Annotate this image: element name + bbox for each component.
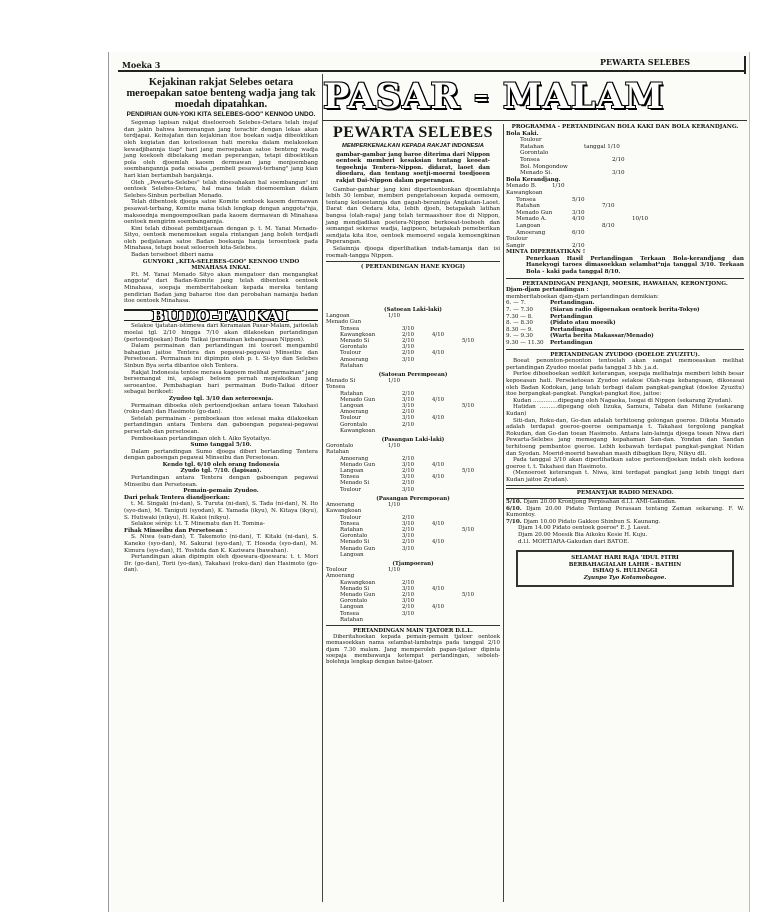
time-slot: 8. — 8.30 [506, 320, 533, 327]
team-name: Sangir [506, 242, 525, 249]
bracket-row: Menado Si 2/10 [340, 480, 415, 487]
bola-kerandjang-heading: Bola Kerandjang. [506, 176, 561, 183]
team-name: Ratahan [520, 143, 544, 150]
match-date: 4/10 [572, 216, 585, 223]
bracket-row: Amoerang 3/10 [340, 356, 415, 363]
radio-program: Djam 14.00 Pidato oentoek goeroe² E. J. Lasut. [518, 525, 651, 532]
paragraph: Selainnja djoega diperlihatkan indah-tamanja dan isi roemah-tangga Nippon. [326, 245, 500, 259]
radio-program: Djam 20.00 Pidato Tentang Perasaan tentang Zaman sekarang. F. W. Kumontoy. [506, 505, 745, 519]
greeting-line: ISHAQ S. HULINGGI [592, 568, 658, 575]
greeting-line: BERBAHAGIALAH LAHIR - BATHIN [568, 561, 682, 568]
bracket-heading: (Tjampoeran) [392, 560, 434, 567]
schedule-line: Zyudoo tgl. 3/10 dan seteroesnja. [168, 395, 274, 402]
bracket-row: Toulour 2/10 [340, 514, 415, 521]
team-name: Ratahan [516, 203, 540, 210]
match-date: 5/10 [572, 196, 585, 203]
bracket-row: Menado Gun 3/10 [340, 545, 415, 552]
time-slot: 7. — 7.30 [506, 307, 533, 314]
radio-program: Djam 10.00 Pidato Gakkoo Shinbun S. Kaunang. [523, 518, 661, 525]
masthead-separator: = [473, 87, 490, 109]
time-slot: 7.30 — 8. [506, 313, 533, 320]
match-date: 2/10 [612, 156, 625, 163]
paragraph: Setelah permainan - pemboekaan itoe selesai maka dilakoekan pertandingan antara Tentera dan gaboengan pegawai-pegawai persertah-dan persetoean. [124, 415, 318, 435]
bracket-row: Ratahan [326, 449, 349, 456]
section-rule [506, 349, 744, 350]
radio-program: Djam 20.00 Krontjong Perpisahan d.l.l. AMI-Gakudan. [523, 499, 677, 506]
team-name: Toulour [520, 137, 542, 144]
header-rule [118, 70, 746, 72]
paragraph: Penerkaan Hasil Pertandingan Terkaan Bola-kerandjang dan Hanekyogi taroes dimasoekkan selambat²nja tanggal 3/10. Terkaan Bola - kaki pada tanggal 8/10. [526, 255, 744, 276]
bracket-heading: (Satoean Laki-laki) [384, 307, 442, 313]
paragraph: Gambar-gambar jang kini dipertoentonkan djoemlahnja lebih 30 lembar, memberi pengetahoean kepada oemoem, tentang keloeetannja dan gagah-beraninja Angkatan-Laoet. Darat dan Oedara kita, lebih djoeh, betapakah latihan bangsa (olah-raga) jang telah termaashoer itoe di Nippon, jang mendjadikan poetera-Nippon berkoeat-toeboeh dan semangat sekeras wadja, lagipoen, betapakah pemeberikan sendjata kita itoe, oentoek memoerel segala kemoengkinan Peperangan. [326, 186, 500, 246]
paragraph: Kudan ..............dipegang oleh Nagaoka, Isogai di Nippon (sekarang Zyudan). [513, 397, 733, 404]
minta-diperhatikan: MINTA DIPERHATIKAN ! [506, 249, 586, 256]
paragraph: Pertandingan antara Tentera dengan gaboengan pegawai Minseibu dan Persetoean. [124, 475, 318, 488]
bracket-heading: (Satoean Perempoean) [378, 372, 448, 379]
match-date: 3/10 [612, 170, 625, 177]
page-number: Moeka 3 [122, 60, 161, 70]
bracket-row: Menado Si 2/10 5/10 [340, 338, 475, 345]
paragraph: P.t. M. Yanai Menado Sityo akan mengatoer dan mengangkat anggota² dari Badan-Komite jang telah dibentoek oentoek Minahasa, soepaja memberitahoekan kepada mereka tentang pendirian Badan jang baharoe itoe dan perobahan namanja badan itoe oentoek Minahasa. [124, 271, 318, 305]
schedule-line: Kendo tgl. 6/10 oleh orang Indonesia [162, 461, 280, 468]
paragraph: Badan terseboet diberi nama [131, 252, 214, 259]
paragraph: Siti-dan, Roku-dan, Go-dan adalah terhitoeng golongan goeroe. Dikota Menado adalah terdapat goeroe-goeroe oempamanja t. Takahasi tergolong pangkat Rokudan, dan Go-dan toean Hasimoto. Antara lain-lainnja djoega toean Niwa dari Pewarta-Selebes jang memegang kepahaman San-dan. Yondan dan Sandan terhitoeng pembantoe goeroe. Lebih kebawah terdapat pangkat-pangkat Nidan dan Syodan. Moerid-moerid bawahan masih dibagikan Ikyu, Nikyu dll. [506, 417, 744, 457]
radio-date: 5/10. [506, 499, 522, 506]
tjatoer-title: PERTANDINGAN MAIN TJATOER D.L.L. [353, 627, 473, 634]
pasar-malam-masthead [323, 76, 747, 118]
paragraph: Oleh „Pewarta-Selebes" telah dioesahakan hal soembangan² ini oentoek Selebes-Oetara, hal mana telah dioemoemkan dalam Selebes-Sinbun perbelian Menado. [124, 179, 318, 199]
bracket-row: Kawangkoan 2/10 [340, 579, 415, 586]
paragraph: Dalam permainan dan pertandingan ini toeroet mengambil bahagian jaitoe Tentera dan pegawai-pegawai Minseibu dan Persetoean. Permainan ini dipimpin oleh p. t. Si-tyo dan Selebes Sinbun Bya serta dibantoe oleh Tentera. [124, 343, 318, 369]
bracket-row: Menado Si 3/10 4/10 [340, 585, 445, 592]
section-rule [506, 485, 744, 486]
match-date: 3/10 [572, 209, 585, 216]
bracket-row: Gorontalo 3/10 [340, 598, 415, 605]
penjanji-subheading: Djam-djam pertandingan : [506, 287, 589, 294]
bracket-row: Amoerang 1/10 [326, 502, 401, 509]
schedule-line: Pemain-pemain Zyudoo. [183, 488, 259, 495]
bola-programma-title: PROGRAMMA - PERTANDINGAN BOLA KAKI DAN BOLA KERANDJANG. [511, 124, 739, 130]
masthead-word-pasar: PASAR [323, 76, 461, 117]
team-name: Tonsea [520, 156, 540, 163]
greeting-line: SELAMAT HARI RAJA 'IDUL FITRI [571, 555, 679, 562]
team-name: Bol. Mongondow [520, 163, 568, 170]
match-date: 6/10 [572, 229, 585, 236]
team-name: Toulour [506, 236, 528, 243]
team-name: Langoan [516, 222, 541, 229]
event: (Warta berita Makassar/Menado) [550, 333, 654, 340]
bracket-row: Kawangkoan [340, 427, 376, 434]
paragraph: Diberitahoekan kepada pemain-pemain tjatoer oentoek memasoekkan nama selambat-lambatnja pada tanggal 2/10 djam 7.30 malam. Jang memperoleh papan-tjatoer dipinta soepaja membawanja ketempat pertandingan, seboleh-bolehnja lengkap dengan batoe-tjatoer. [326, 634, 500, 665]
bracket-row: Tonsea 3/10 4/10 [340, 520, 445, 527]
bracket-row: Langoan [340, 551, 364, 558]
paragraph: Rakjat Indonesia tentoe merasa kagoem melihat permainan² jang bersemangat ini, apalagi beloem pernah menjaksikan jang seroeantoe. Pembahagian hari permainan Budo-Taikai ditoer sebagai berikoet: [124, 369, 318, 396]
bracket-row: Toulour 3/10 4/10 [340, 415, 445, 422]
section-rule [326, 625, 500, 626]
radio-program: Djam 20.00 Moesik Bia Aikoku Kesie H. Kuju. [518, 532, 648, 539]
paragraph: memberitahoekan djam-djam pertandingan demikian: [506, 293, 659, 300]
match-date: tanggal 1/10 [584, 143, 620, 150]
section-rule [506, 278, 744, 279]
greeting-line: Zyunpo Tyo Kotamobagoe. [583, 575, 667, 581]
bracket-row: Ratahan [340, 362, 363, 369]
bracket-row: Ratahan 2/10 [340, 390, 415, 397]
team-name: Kawangkoan [506, 189, 543, 196]
match-date: 2/10 [572, 242, 585, 249]
bracket-row: Toulour 3/10 [340, 486, 415, 493]
pewarta-selebes-title: PEWARTA SELEBES [332, 124, 494, 141]
time-slot: 9. — 9.30 [506, 333, 533, 340]
match-date: 1/10 [552, 183, 565, 190]
masthead-word-malam: MALAM [502, 76, 665, 117]
bracket-row: Tonsea 3/10 [340, 610, 415, 617]
team-name: Gorontalo [520, 150, 549, 157]
bracket-row: Menado Si 2/10 4/10 [340, 539, 445, 546]
greeting-box [516, 550, 734, 586]
column-rule-1 [322, 74, 323, 902]
paragraph: Hatidan ..........dipegang oleh Iizuka, Samura, Tabata dan Mifune (sekarang Kudan) [506, 404, 744, 417]
paragraph: (Menoeroet keterangan t. Niwa, kini terdapat pangkat jang lebih tinggi dari Kudan jaitoe Zyudan). [506, 470, 744, 483]
subheadline-gunyoki: PENDIRIAN GUN-YOKI KITA SELEBES-GOO" KENNOO UNDO. [126, 111, 316, 118]
pasar-lead: gambar-gambar jang baroe diterima dari Nippon oentoek memberi kesaksian tentang keoeat-tegoehnja Tentera-Nippon. didarat, laoet dan dioedara, dan tentang soetji-moerni toedjoeen rakjat Dai-Nippon dalam peperangan. [336, 151, 490, 184]
bracket-row: Toulour 2/10 4/10 [340, 350, 445, 357]
zyudoo-title: PERTANDINGAN ZYUDOO (DOELOE ZYUZITU). [550, 351, 700, 358]
article-column-1 [124, 77, 318, 574]
radio-date: 7/10. [506, 518, 522, 525]
time-slot: 8.30 — 9. [506, 326, 533, 333]
paragraph: Perloe diboeboekan sedikit keterangan, soepaja melihatnja memberi lebih besar kepoeasan hati. Perseketoean Zyudoo selakoe Olah-raga kebangsaan, dikoeasai oleh Badan Kodokan, jang telah terbagi dalam pangkat-pangkat (doeloe Zyuzitu) itoe berpangkat-pangkat. Pangkat-pangkat itoe, jaitoe: [506, 371, 744, 398]
radio-program: d.l.l. MOETIARA-Gakudan dari BATOE. [518, 538, 630, 545]
bracket-row: Tonsea 3/10 4/10 [340, 474, 445, 481]
paragraph: Permainan diboeka oleh pertoendjoekan antara toean Takahasi (roku-dan) dan Hasimoto (go-dan). [124, 402, 318, 416]
bracket-row: Langoan 2/10 4/10 [340, 604, 445, 611]
schedule-line: Dari pehak Tentera diandjoerkan: [124, 494, 230, 501]
bracket-row: Amoerang 2/10 [340, 455, 415, 462]
hane-kyogi-schedule [326, 307, 500, 665]
team-name: Menado A. [516, 216, 547, 223]
bracket-row: Langoan 3/10 5/10 [340, 403, 475, 410]
bracket-heading: (Pasangan Perempoean) [376, 495, 450, 502]
pasar-subheadline: MEMPERKENALKAN KEPADA RAKJAT INDONESIA [342, 143, 484, 149]
paragraph: Dalam pertandingan Sumo djoega diberi bertanding Tentera dengan gaboengan pegawai Minseibu dan Persetoean. [124, 448, 318, 462]
bracket-row: Menado Gun 3/10 4/10 [340, 461, 445, 468]
bracket-row: Gorontalo 3/10 [340, 344, 415, 351]
bracket-row: Gorontalo 2/10 [340, 421, 415, 428]
budo-taikai-title: BUDO-TAIKAI [151, 306, 291, 325]
bracket-row: Toulour 1/10 [326, 567, 401, 574]
paragraph: Pertandingan akan dipimpin oleh djoewara-djoewara: t. t. Mori Dr. (go-dan), Torii (yo-dan), Takahasi (roku-dan) dan Hasimoto (go-dan). [124, 554, 318, 574]
bola-kaki-heading: Bola Kaki. [506, 130, 539, 137]
bracket-row: Tonsea [326, 384, 346, 391]
bracket-row: Tonsea 3/10 [340, 325, 415, 332]
event: (Siaran radio digoenakan oentoek berita-Tokyo) [550, 307, 700, 314]
paragraph: Boeat penonton-penonton tentoelah akan sangat memoeaskan melihat pertandingan Zyudoo moelai pada tanggal 3 hb. j.a.d. [506, 358, 744, 371]
event: Pertandingan [550, 326, 593, 333]
team-name: Menado B. [506, 183, 537, 190]
bracket-row: Kawangkoan 2/10 4/10 [340, 331, 445, 338]
event: Pertandingan [550, 313, 593, 320]
bracket-row: Menado Gun [326, 319, 362, 326]
bracket-row: Menado Gun 2/10 5/10 [340, 591, 475, 598]
article-column-2 [326, 124, 500, 271]
bracket-row: Menado Gun 3/10 4/10 [340, 396, 445, 403]
paragraph: Selakoe sérép: t.t. T. Minematu dan H. Tomina- [131, 521, 265, 528]
event: Pertandingan [550, 340, 593, 346]
column-rule-2 [503, 124, 504, 902]
time-slot: 6. — 7. [506, 300, 526, 307]
paragraph: Segenap lapisan rakjat diseloeroeh Selebes-Oetara telah insjaf dan jakin bahwa kemenangan jang terachir dengan lekas akan terdjapai. Keinsjafan dan kejakinan itoe boekan sadja dibeoktikan oleh kegiatan dan ketoeloesan hati mereka dalam melakoekan kewadjibannja tiap² hari jang meroepakan satoe benteng wadja jang koekoeh dibelakang medan peperangan, tetapi diboektikan pola oleh djoemlah kaoem dermawan jang menjoembang soembangannja pada oesaha „pembeli pesawat-terbang" jang kian hari kian bertambah banjaknja. [124, 120, 318, 179]
paper-name-header: PEWARTA SELEBES [600, 57, 691, 67]
paragraph: Telah dibentoek djoega satoe Komite oentoek kaoem dermawan pesawat-terbang, Komite mana telah lengkap dengan anggota²nja, maksoednja mengoempoelkan pada kaoem dermawan di Minahasa oentoek mengirim soembangannja. [124, 199, 318, 226]
bracket-row: Langoan 1/10 [326, 313, 401, 320]
paragraph: t. M. Singaki (ni-dan), S. Turuta (ni-dan), S. Tada (ni-dan), N. Ito (syo-dan), M. Taniguti (syodan), K. Yamada (ikyu), N. Kitaya (ikyu), S. Hutiwaki (nikyu), H. Kakoi (nikyu). [124, 501, 318, 521]
headline-kejakinan: Kejakinan rakjat Selebes oetara meroepakan satoe benteng wadja jang tak moedah dipatahkan. [126, 77, 316, 110]
section-rule [326, 261, 500, 262]
time-slot: 9.30 — 11.30 [506, 340, 544, 346]
paragraph: Kini telah diboeat pembitjaraan dengan p. t. M. Yanai Menado-Sityo, oentoek menemoekan segala rintangan jang boleh terdjadi oleh pedjalanan satoe Badan boekanja hanja teroentoek pada Minahasa, tetapi boeat seloeroeh kita-Selebes. [124, 225, 318, 252]
gunyoki-name: GUNYOKI „KITA-SELEBES-GOO" KENNOO UNDO MINAHASA INKAI. [142, 258, 300, 272]
match-date: 8/10 [602, 222, 615, 229]
match-date: 10/10 [632, 216, 649, 223]
event: (Pidato atau moesik) [550, 320, 616, 327]
bracket-row: Ratahan [340, 616, 363, 623]
paragraph: Pemboekaan pertandingan oleh t. Aiko Syotaityo. [131, 435, 272, 442]
paragraph: Selakoe tjatatan-istimewa dari Keramaian Pasar-Malam, jaitoelah moelai tgl. 2/10 hingga 7/10 akan dilakoekan pertandingan (pertoendjoekan) Budo Taikai (permainan kebangsaan Nippon). [124, 323, 318, 343]
penjanji-title: PERTANDINGAN PENJANJI, MOESIK, HAWAIIAN, KERONTJONG. [522, 280, 728, 287]
hane-kyogi-title: ( PERTANDINGAN HANE KYOGI) [360, 264, 466, 271]
article-column-3 [506, 124, 744, 587]
bracket-row: Ratahan 2/10 5/10 [340, 526, 475, 533]
team-name: Menado Gun [516, 209, 553, 216]
bracket-row: Gorontalo 1/10 [326, 443, 401, 450]
team-name: Tonsea [516, 196, 536, 203]
schedule-line: Sumo tanggal 5/10. [190, 442, 252, 449]
paragraph: Pada tanggal 3/10 akan diperlihatkan satoe pertoendjoekan indah oleh kedoea goeroe t. t. Takahasi dan Hasimoto. [506, 457, 744, 470]
schedule-line: Zyudo tgl. 7/10. (lapisan). [180, 468, 262, 475]
schedule-line: Fihak Minseibu dan Persetoean : [124, 527, 228, 534]
radio-date: 6/10. [506, 505, 522, 512]
match-date: 7/10 [602, 203, 615, 210]
bracket-row: Gorontalo 3/10 [340, 533, 415, 540]
bracket-row: Amoerang [326, 573, 355, 580]
ink-mark [744, 56, 746, 74]
bracket-row: Kawangkoan [326, 508, 362, 515]
team-name: Amoerang [516, 229, 546, 236]
bracket-row: Langoan 2/10 5/10 [340, 468, 475, 475]
bracket-row: Menado Si 1/10 [326, 378, 401, 385]
event: Pertandingan. [550, 300, 595, 307]
masthead-rule [323, 120, 747, 121]
radio-title: PEMANTJAR RADIO MENADO. [506, 488, 744, 499]
team-name: Menado Si. [520, 170, 553, 177]
bracket-row: Amoerang 2/10 [340, 409, 415, 416]
paragraph: S. Niwa (san-dan), T. Takemoto (ni-dan), T. Kitaki (ni-dan), S. Kaneko (syo-dan), M. Sakurai (syo-dan), T. Hosoda (syo-dan), M. Kimura (syo-dan), H. Yoshida dan K. Kaziwara (bawahan). [124, 534, 318, 554]
bracket-heading: (Pasangan Laki-laki) [381, 437, 445, 444]
